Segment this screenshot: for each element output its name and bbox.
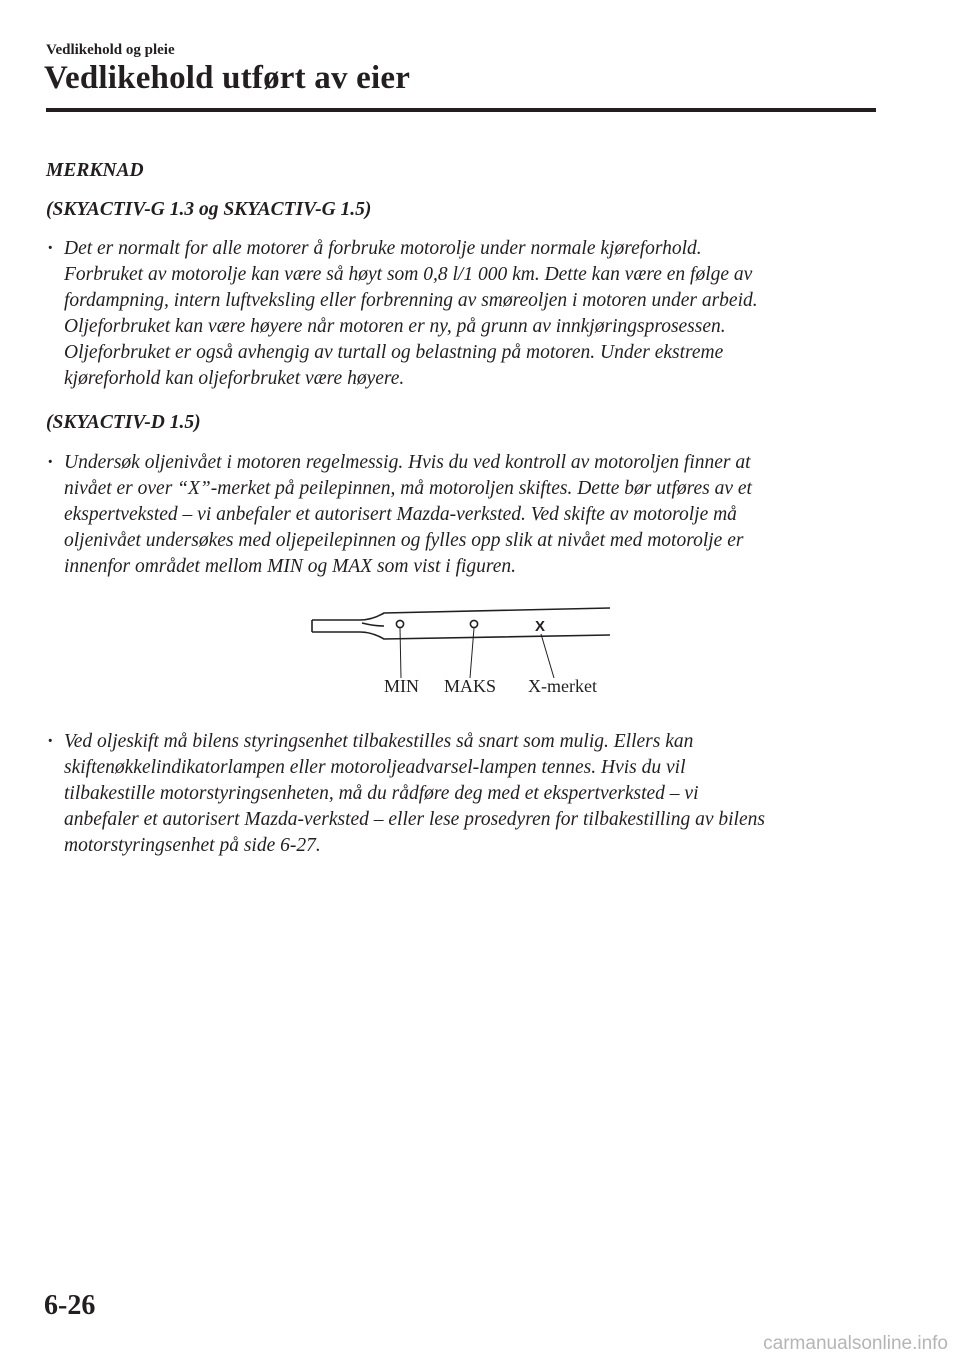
x-leader xyxy=(541,634,554,678)
section-label-skyactiv-d: (SKYACTIV-D 1.5) xyxy=(46,412,201,433)
header-rule xyxy=(46,108,876,112)
page-title: Vedlikehold utført av eier xyxy=(44,60,411,96)
bullet-line: Forbruket av motorolje kan være så høyt som 0,8 l/1 000 km. Dette kan være en følge av xyxy=(64,264,753,285)
min-label: MIN xyxy=(384,676,419,696)
bullet-dot: · xyxy=(47,452,54,473)
dipstick-outline xyxy=(312,608,610,620)
watermark: carmanualsonline.info xyxy=(763,1333,948,1354)
bullet-line: tilbakestille motorstyringsenheten, må du rådføre deg med et ekspertverksted – vi xyxy=(64,783,699,804)
section-header: Vedlikehold og pleie xyxy=(46,42,175,58)
bullet-line: Det er normalt for alle motorer å forbruke motorolje under normale kjøreforhold. xyxy=(64,238,702,259)
bullet-check-oil-level xyxy=(47,450,884,580)
dipstick-taper xyxy=(362,623,384,626)
bullet-dot: · xyxy=(47,731,54,752)
min-leader xyxy=(400,628,401,678)
bullet-reset-ecu xyxy=(47,729,884,859)
max-label: MAKS xyxy=(444,676,497,696)
x-mark: X xyxy=(534,618,546,635)
bullet-line: fordampning, intern luftveksling eller forbrenning av smøreoljen i motoren under arbeid. xyxy=(64,290,758,311)
bullet-line: ekspertveksted – vi anbefaler et autorisert Mazda-verksted. Ved skifte av motorolje må xyxy=(64,504,737,525)
section-label-skyactiv-g: (SKYACTIV-G 1.3 og SKYACTIV-G 1.5) xyxy=(46,199,372,220)
bullet-line: oljenivået undersøkes med oljepeilepinnen og fylles opp slik at nivået med motorolje er xyxy=(64,530,744,551)
bullet-dot: · xyxy=(47,238,54,259)
bullet-line: innenfor området mellom MIN og MAX som vist i figuren. xyxy=(64,556,517,577)
bullet-line: motorstyringsenhet på side 6-27. xyxy=(64,835,321,856)
bullet-line: nivået er over “X”-merket på peilepinnen, må motoroljen skiftes. Dette bør utføres av et xyxy=(64,478,752,499)
bullet-line: Undersøk oljenivået i motoren regelmessig. Hvis du ved kontroll av motoroljen finner at xyxy=(64,452,751,473)
note-title: MERKNAD xyxy=(46,160,144,181)
bullet-line: Oljeforbruket kan være høyere når motoren er ny, på grunn av innkjøringsprosessen. xyxy=(64,316,726,337)
max-leader xyxy=(470,628,474,678)
bullet-line: Ved oljeskift må bilens styringsenhet tilbakestilles så snart som mulig. Ellers kan xyxy=(64,731,694,752)
page-number: 6-26 xyxy=(44,1290,96,1321)
bullet-line: Oljeforbruket er også avhengig av turtall og belastning på motoren. Under ekstreme xyxy=(64,342,724,363)
min-mark xyxy=(396,620,403,627)
x-mark-label: X-merket xyxy=(528,676,597,696)
dipstick-outline xyxy=(312,632,610,639)
bullet-line: anbefaler et autorisert Mazda-verksted – eller lese prosedyren for tilbakestilling av bilens xyxy=(64,809,765,830)
bullet-line: kjøreforhold kan oljeforbruket være høyere. xyxy=(64,368,405,389)
bullet-line: skiftenøkkelindikatorlampen eller motoroljeadvarsel-lampen tennes. Hvis du vil xyxy=(64,757,686,778)
max-mark xyxy=(470,620,477,627)
bullet-oil-consumption xyxy=(47,236,884,392)
